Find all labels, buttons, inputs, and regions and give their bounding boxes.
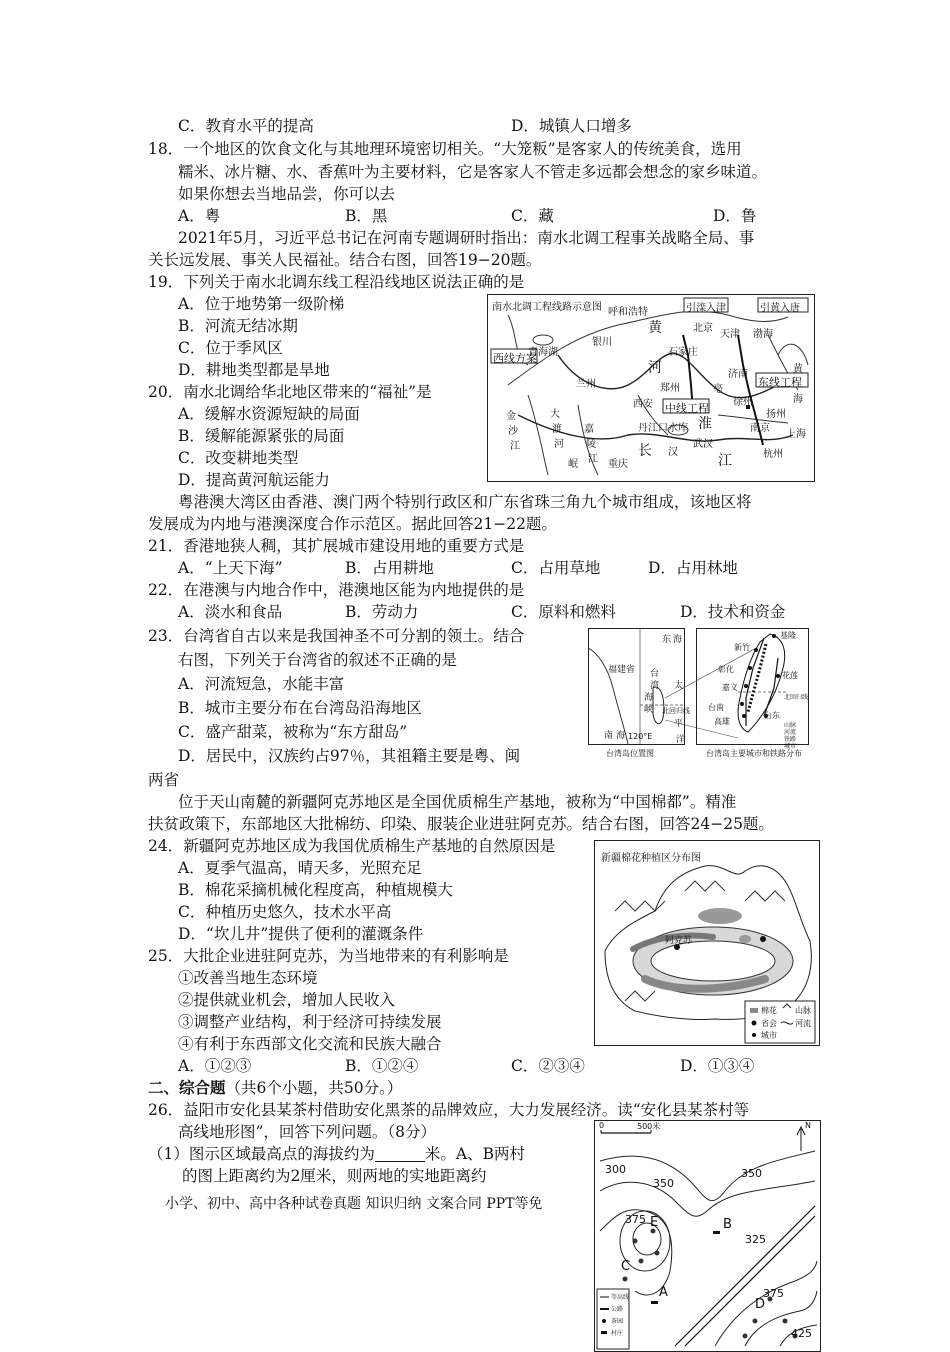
map2-legend-railway: 铁路 bbox=[784, 736, 797, 743]
q21-option-c: C．占用草地 bbox=[511, 559, 601, 577]
q21-option-b: B．占用耕地 bbox=[345, 559, 434, 577]
map2-label-tai: 台 bbox=[650, 669, 660, 679]
map1-place-tianjin: 天津 bbox=[720, 329, 740, 340]
map1-place-wuhan: 武汉 bbox=[693, 439, 713, 450]
map1-place-huhehaote: 呼和浩特 bbox=[608, 307, 648, 318]
q20-option-d: D．提高黄河航运能力 bbox=[178, 471, 330, 489]
map2-city-hualien: 花莲 bbox=[782, 671, 798, 680]
map4-legend-contour: 等高线 bbox=[611, 1294, 630, 1301]
map2-label-hai2: 海 bbox=[644, 693, 654, 703]
map1-place-xuzhou: 徐州 bbox=[733, 397, 753, 408]
intro21-line2: 发展成为内地与港澳深度合作示范区。据此回答21−22题。 bbox=[148, 515, 557, 533]
map2-label-fujian: 福建省 bbox=[608, 665, 636, 675]
map3-title: 新疆棉花种植区分布图 bbox=[601, 853, 701, 864]
taiwan-map bbox=[588, 628, 810, 760]
map4-point-b: B bbox=[723, 1217, 732, 1232]
section2-title: 二、综合题 bbox=[148, 1078, 226, 1097]
map1-river-jjiang: 江 bbox=[510, 441, 520, 452]
footer-watermark: 小学、初中、高中各种试卷真题 知识归纳 文案合同 PPT等免 bbox=[165, 1196, 543, 1212]
map1-yinluan: 引滦入津 bbox=[686, 303, 726, 314]
map4-legend-tea: 茶园 bbox=[611, 1318, 624, 1325]
map1-river-sha: 沙 bbox=[508, 426, 518, 437]
q18-option-c: C．藏 bbox=[511, 207, 554, 225]
q26-stem-line1: 26．益阳市安化县某茶村借助安化黑茶的品牌效应，大力发展经济。读“安化县某茶村等 bbox=[148, 1101, 750, 1119]
map2-city-kaohsiung: 高雄 bbox=[714, 717, 730, 726]
q26-sub1-line1 bbox=[148, 1144, 525, 1164]
intro24-line1: 位于天山南麓的新疆阿克苏地区是全国优质棉生产基地，被称为“中国棉都”。精准 bbox=[178, 793, 737, 811]
map4-point-c: C bbox=[621, 1259, 631, 1274]
map2-city-tainan: 台南 bbox=[708, 703, 724, 712]
intro21-line1: 粤港澳大湾区由香港、澳门两个特别行政区和广东省珠三角九个城市组成，该地区将 bbox=[178, 493, 752, 511]
map1-sea-huang: 黄 bbox=[793, 364, 803, 375]
map2-left-caption: 台湾岛位置图 bbox=[606, 749, 654, 758]
map1-title: 南水北调工程线路示意图 bbox=[492, 302, 602, 313]
map1-west-route: 西线方案 bbox=[493, 352, 537, 365]
map1-river-min: 岷 bbox=[568, 459, 578, 470]
q23-option-b: B．城市主要分布在台湾岛沿海地区 bbox=[178, 699, 422, 717]
map1-place-jinan: 济南 bbox=[728, 369, 748, 380]
map1-river-huang: 黄 bbox=[648, 320, 662, 336]
q18-stem-line2: 糯米、冰片糖、水、香蕉叶为主要材料，它是客家人不管走多远都会想念的家乡味道。 bbox=[178, 163, 768, 181]
q26-sub1-line2: 的图上距离约为2厘米，则两地的实地距离约 bbox=[182, 1167, 487, 1185]
map1-place-yinchuan: 银川 bbox=[592, 337, 612, 348]
q26-sub1-blank[interactable] bbox=[375, 1147, 425, 1162]
map1-place-nanjing: 南京 bbox=[750, 423, 770, 434]
map1-place-lanzhou: 兰州 bbox=[576, 379, 596, 390]
map1-place-shanghai: 上海 bbox=[786, 429, 806, 440]
map1-sea-hai: 海 bbox=[793, 394, 803, 405]
q23-option-a: A．河流短急，水能丰富 bbox=[178, 675, 345, 693]
map3-legend-cotton: 棉花 bbox=[761, 1006, 777, 1015]
map4-point-e: E bbox=[650, 1215, 659, 1230]
map4-north: N bbox=[805, 1121, 811, 1130]
map4-contour-300: 300 bbox=[605, 1163, 626, 1176]
map2-label-tai2: 太 bbox=[674, 681, 684, 691]
map2-tropic-right: 北回归线 bbox=[784, 694, 809, 701]
map4-contour-375a: 375 bbox=[625, 1213, 646, 1226]
map4-contour-350a: 350 bbox=[653, 1177, 674, 1190]
map4-point-a: A bbox=[659, 1285, 668, 1300]
map1-river-da: 大 bbox=[550, 409, 560, 420]
map2-city-hsinchu: 新竹 bbox=[734, 643, 750, 652]
q25-item-4: ④有利于东西部文化交流和民族大融合 bbox=[178, 1035, 442, 1053]
q24-option-a: A．夏季气温高，晴天多，光照充足 bbox=[178, 859, 422, 877]
q21-stem: 21．香港地狭人稠，其扩展城市建设用地的重要方式是 bbox=[148, 537, 525, 555]
q24-option-c: C．种植历史悠久，技术水平高 bbox=[178, 903, 392, 921]
q22-option-a: A．淡水和食品 bbox=[178, 603, 283, 621]
map1-yinhuang: 引黄入唐 bbox=[760, 303, 800, 314]
q23-stem-line1: 23．台湾省自古以来是我国神圣不可分割的领土。结合 bbox=[148, 627, 525, 645]
xinjiang-cotton-map bbox=[594, 840, 820, 1046]
map4-contour-375b: 375 bbox=[763, 1287, 784, 1300]
contour-map bbox=[594, 1120, 821, 1352]
q26-sub1-text-b: 米。A、B两村 bbox=[424, 1145, 525, 1163]
map1-place-bohai: 渤海 bbox=[753, 329, 773, 340]
q25-item-3: ③调整产业结构，利于经济可持续发展 bbox=[178, 1013, 442, 1031]
map2-label-120e: 120°E bbox=[628, 732, 653, 741]
map2-label-tropic: 北回归线 bbox=[662, 707, 690, 715]
q23-option-d: D．居民中，汉族约占97％，其祖籍主要是粤、闽 bbox=[178, 747, 521, 765]
map2-label-yang: 洋 bbox=[676, 735, 686, 745]
q19-option-a: A．位于地势第一级阶梯 bbox=[178, 295, 345, 313]
map1-river-huai: 淮 bbox=[698, 416, 712, 432]
q21-option-d: D．占用林地 bbox=[648, 559, 738, 577]
map4-point-d: D bbox=[755, 1297, 766, 1312]
map4-contour-325: 325 bbox=[745, 1233, 766, 1246]
q25-option-b: B．①②④ bbox=[345, 1057, 419, 1075]
map2-city-keelung: 基隆 bbox=[780, 631, 796, 640]
q19-option-c: C．位于季风区 bbox=[178, 339, 283, 357]
map3-legend-capital: 省会 bbox=[761, 1019, 777, 1028]
q18-stem-line3: 如果你想去当地品尝，你可以去 bbox=[178, 185, 396, 203]
map2-city-changhua: 彰化 bbox=[718, 665, 734, 674]
q21-option-a: A．“上天下海” bbox=[178, 559, 283, 577]
q25-stem: 25．大批企业进驻阿克苏，为当地带来的有利影响是 bbox=[148, 947, 509, 965]
map4-legend-road: 公路 bbox=[611, 1306, 624, 1313]
map1-river-jin: 金 bbox=[506, 411, 516, 422]
map1-middle-route: 中线工程 bbox=[665, 402, 709, 415]
intro19-line2: 关长远发展、事关人民福祉。结合右图，回答19−20题。 bbox=[148, 251, 542, 269]
map1-place-yangzhou: 扬州 bbox=[766, 409, 786, 420]
intro24-line2: 扶贫政策下，东部地区大批棉纺、印染、服装企业进驻阿克苏。结合右图，回答24−25题。 bbox=[148, 815, 774, 833]
q23-option-c: C．盛产甜菜，被称为“东方甜岛” bbox=[178, 723, 408, 741]
q22-option-c: C．原料和燃料 bbox=[511, 603, 616, 621]
q24-option-b: B．棉花采摘机械化程度高，种植规模大 bbox=[178, 881, 453, 899]
q22-option-d: D．技术和资金 bbox=[680, 603, 786, 621]
map1-river-he: 河 bbox=[648, 360, 662, 376]
map2-label-nan: 南 bbox=[604, 731, 614, 741]
map2-city-taitung: 台东 bbox=[764, 711, 780, 720]
q19-option-b: B．河流无结冰期 bbox=[178, 317, 298, 335]
q18-option-a: A．粤 bbox=[178, 207, 221, 225]
q26-stem-line2: 高线地形图”，回答下列问题。（8分） bbox=[178, 1123, 437, 1141]
q20-stem: 20．南水北调给华北地区带来的“福祉”是 bbox=[148, 383, 432, 401]
map2-legend-river: 河流 bbox=[784, 729, 797, 736]
section2-heading bbox=[148, 1078, 402, 1098]
intro19-line1: 2021年5月，习近平总书记在河南专题调研时指出：南水北调工程事关战略全局、事 bbox=[178, 229, 755, 247]
map4-contour-350b: 350 bbox=[741, 1167, 762, 1180]
map2-label-xia: 峡 bbox=[644, 705, 654, 715]
q20-option-c: C．改变耕地类型 bbox=[178, 449, 299, 467]
q20-option-a: A．缓解水资源短缺的局面 bbox=[178, 405, 360, 423]
q24-stem: 24．新疆阿克苏地区成为我国优质棉生产基地的自然原因是 bbox=[148, 837, 556, 855]
map2-label-dong: 东 bbox=[662, 635, 672, 645]
q17-option-c: C．教育水平的提高 bbox=[178, 117, 314, 135]
map1-river-ling: 陵 bbox=[586, 439, 596, 450]
map1-river-du: 渡 bbox=[552, 424, 562, 435]
q20-option-b: B．缓解能源紧张的局面 bbox=[178, 427, 345, 445]
q18-option-b: B．黑 bbox=[345, 207, 388, 225]
map1-place-hangzhou: 杭州 bbox=[763, 449, 783, 460]
q18-stem-line1: 18．一个地区的饮食文化与其地理环境密切相关。“大笼粄”是客家人的传统美食，选用 bbox=[148, 140, 742, 158]
map1-river-chang: 长 bbox=[638, 443, 652, 459]
map1-place-chongqing: 重庆 bbox=[608, 459, 628, 470]
map2-label-wan: 湾 bbox=[650, 681, 660, 691]
q19-stem: 19．下列关于南水北调东线工程沿线地区说法正确的是 bbox=[148, 273, 525, 291]
map4-legend-village: 村庄 bbox=[611, 1330, 624, 1337]
section2-note: （共6个小题，共50分。） bbox=[225, 1079, 403, 1097]
map4-scale-start: 0 bbox=[599, 1121, 605, 1130]
q25-option-c: C．②③④ bbox=[511, 1057, 585, 1075]
q17-option-d: D．城镇人口增多 bbox=[511, 117, 632, 135]
map3-akesu: 阿克苏 bbox=[665, 936, 693, 946]
map1-river-han: 汉 bbox=[668, 447, 678, 458]
map1-place-beijing: 北京 bbox=[693, 323, 713, 334]
q23-option-d-cont: 两省 bbox=[148, 771, 180, 789]
q25-item-1: ①改善当地生态环境 bbox=[178, 969, 318, 987]
map2-label-ping: 平 bbox=[674, 719, 684, 729]
q25-option-a: A．①②③ bbox=[178, 1057, 252, 1075]
q23-stem-line2: 右图，下列关于台湾省的叙述不正确的是 bbox=[178, 651, 458, 669]
map1-place-qinghaihu: 青海湖 bbox=[528, 347, 558, 358]
map1-river-dhe: 河 bbox=[554, 439, 564, 450]
map1-river-jiang: 江 bbox=[718, 453, 732, 469]
q22-option-b: B．劳动力 bbox=[345, 603, 419, 621]
map3-legend-mountain: 山脉 bbox=[795, 1006, 811, 1015]
map1-river-hjiang: 江 bbox=[588, 454, 598, 465]
map4-scale-end: 500米 bbox=[637, 1122, 661, 1131]
q22-stem: 22．在港澳与内地合作中，港澳地区能为内地提供的是 bbox=[148, 581, 525, 599]
map1-place-xian: 西安 bbox=[633, 399, 653, 410]
q25-item-2: ②提供就业机会，增加人民收入 bbox=[178, 991, 396, 1009]
q26-sub1-text-a: （1）图示区域最高点的海拔约为 bbox=[148, 1145, 375, 1163]
q25-option-d: D．①③④ bbox=[680, 1057, 755, 1075]
map1-east-route: 东线工程 bbox=[758, 376, 802, 389]
map2-right-caption: 台湾岛主要城市和铁路分布 bbox=[706, 749, 802, 758]
q24-option-d: D．“坎儿井”提供了便利的灌溉条件 bbox=[178, 925, 424, 943]
map2-city-chiayi: 嘉义 bbox=[722, 683, 738, 692]
map1-place-shijiazhuang: 石家庄 bbox=[668, 347, 698, 358]
map2-legend-city: 城市 bbox=[784, 743, 797, 750]
map2-legend-mountain: 山脉 bbox=[784, 722, 797, 729]
map3-legend-city: 城市 bbox=[761, 1031, 777, 1040]
q18-option-d: D．鲁 bbox=[713, 207, 757, 225]
map1-river-jia: 嘉 bbox=[584, 424, 594, 435]
map3-legend-river: 河流 bbox=[795, 1019, 811, 1028]
map2-label-hai: 海 bbox=[673, 635, 683, 645]
map1-place-zhengzhou: 郑州 bbox=[660, 383, 680, 394]
q19-option-d: D．耕地类型都是旱地 bbox=[178, 361, 330, 379]
map1-place-bo: 亳 bbox=[713, 384, 723, 395]
water-diversion-map bbox=[487, 294, 815, 482]
map4-contour-425: 425 bbox=[791, 1327, 812, 1340]
map2-label-hai3: 海 bbox=[616, 731, 626, 741]
map1-place-danjiangkou: 丹江口水库 bbox=[638, 423, 688, 434]
